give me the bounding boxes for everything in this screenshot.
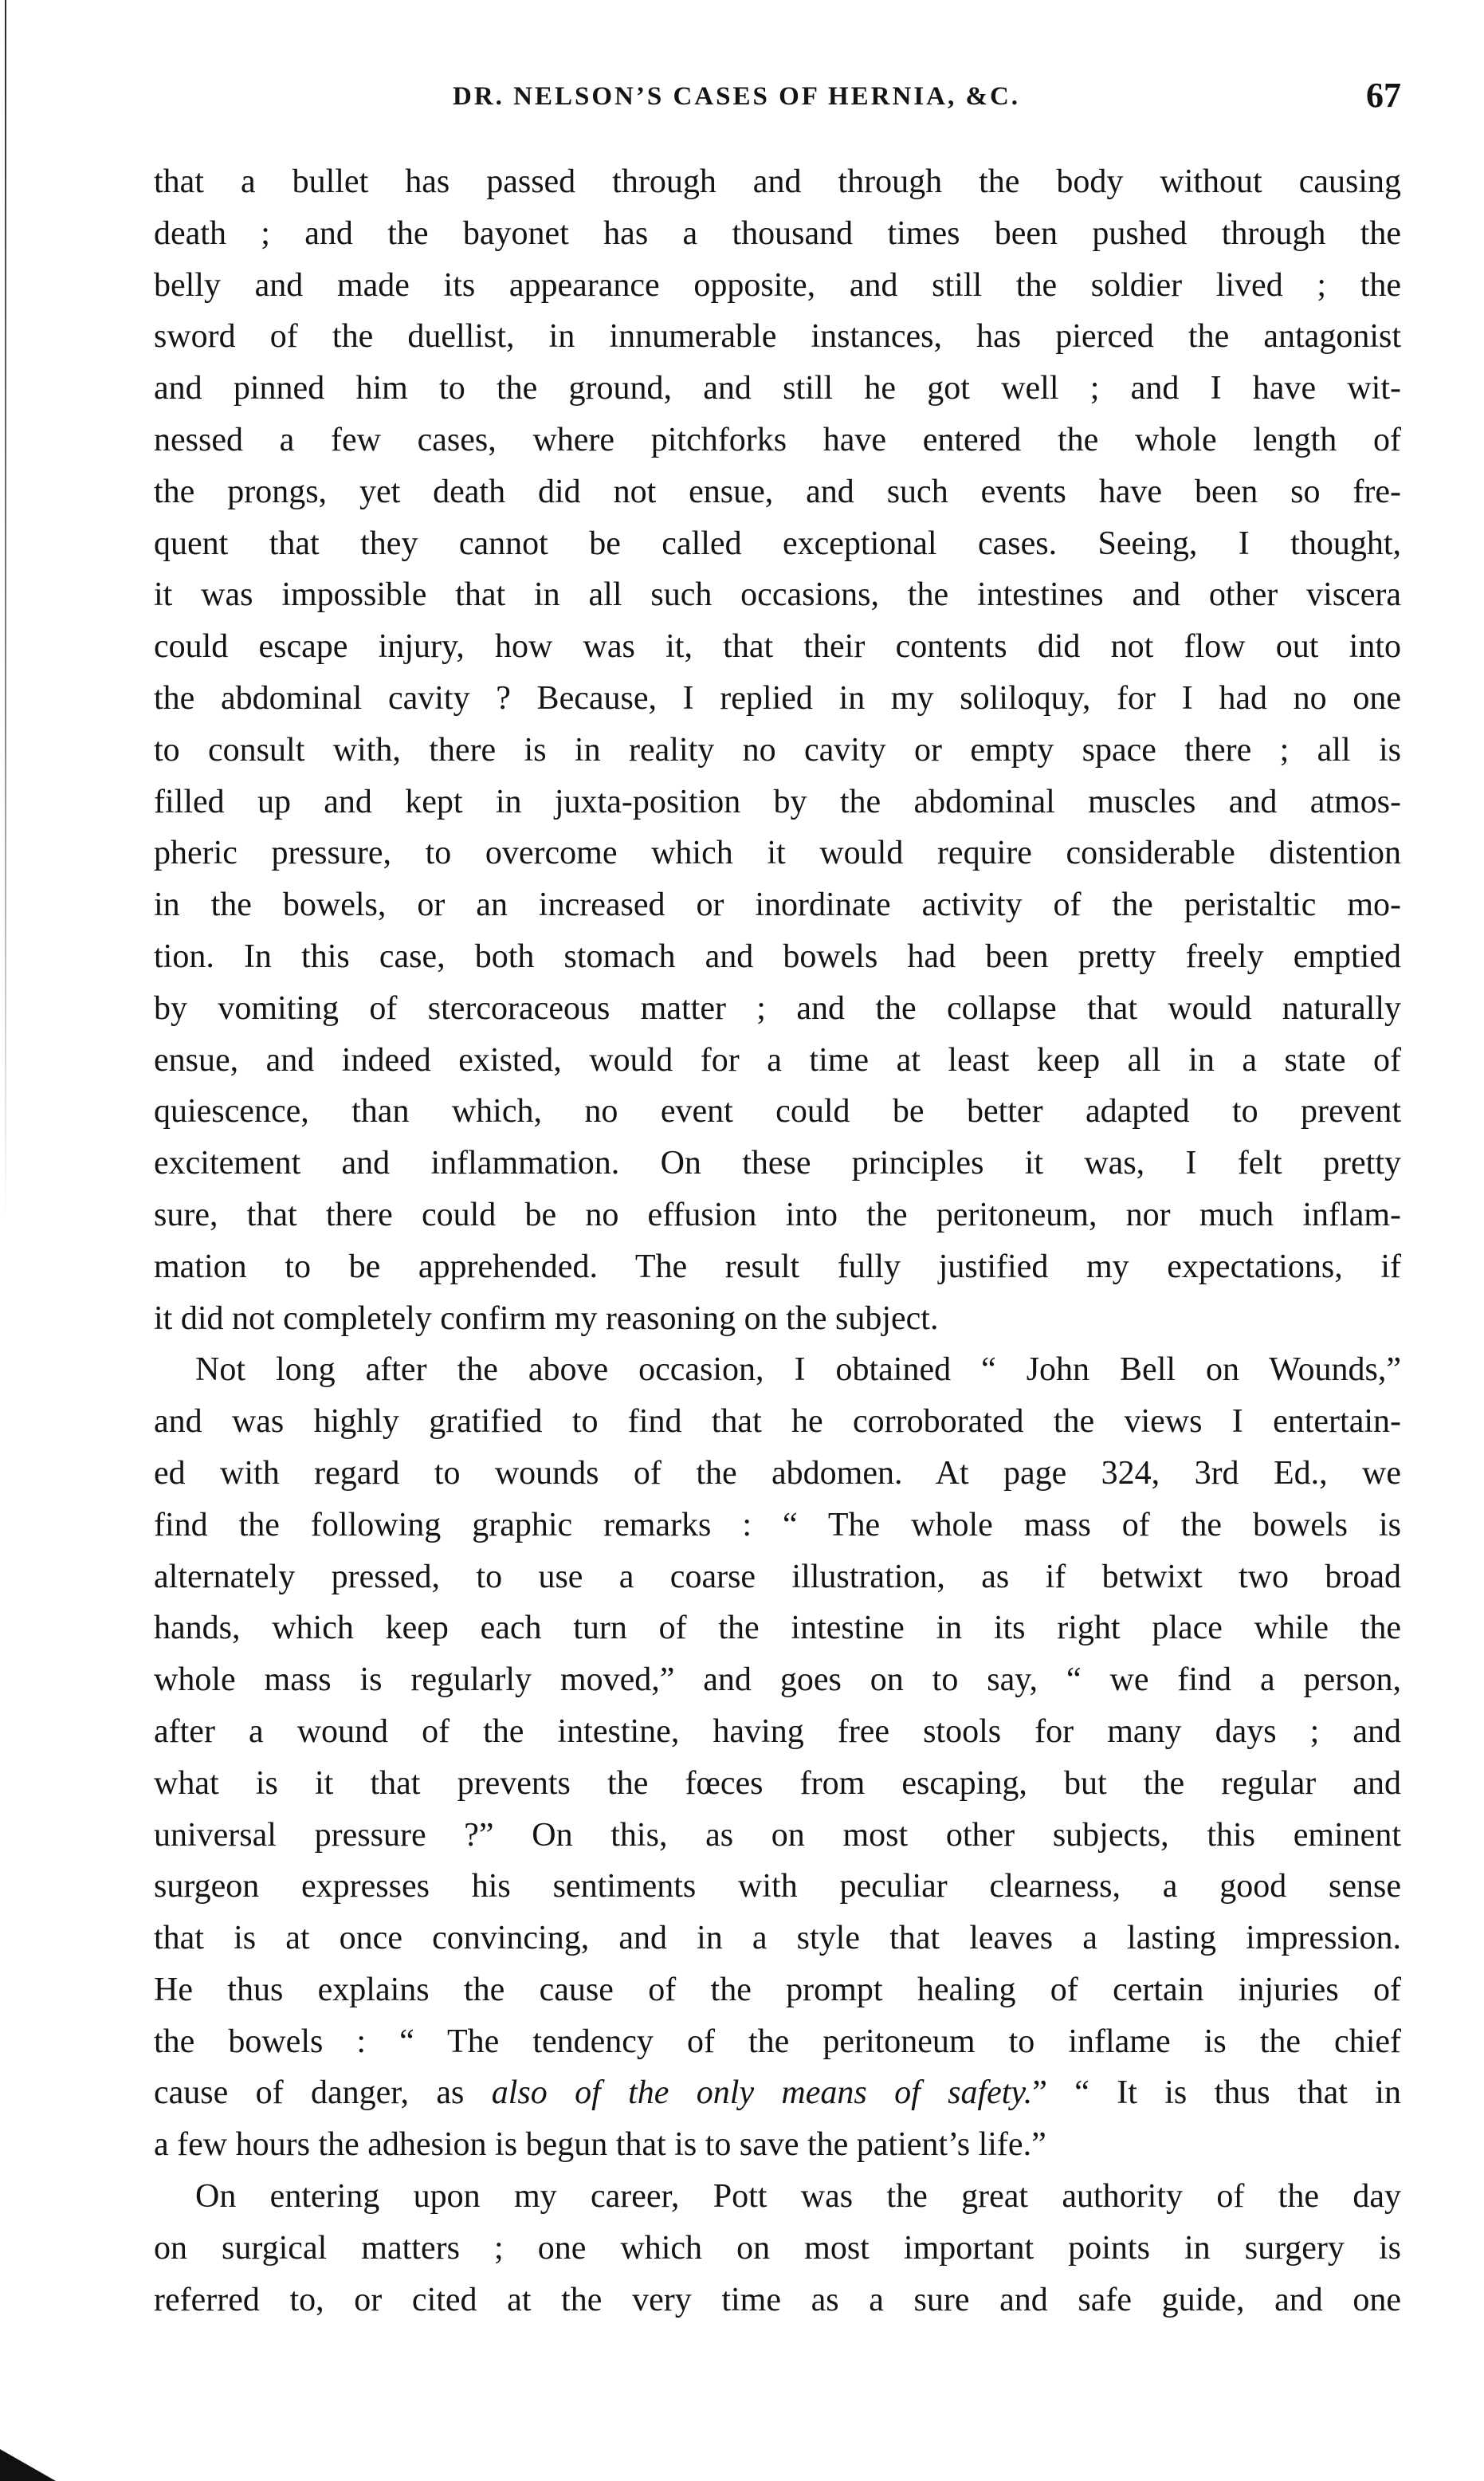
text-line: mation to be apprehended. The result fully justified my expectations, if: [154, 1248, 1401, 1285]
text-line: quent that they cannot be called exceptional cases. Seeing, I thought,: [154, 525, 1401, 562]
italic-phrase: also of the only means of safety.: [491, 2074, 1033, 2112]
text-line: pheric pressure, to overcome which it would require considerable distention: [154, 835, 1401, 872]
paragraph-3: [154, 2171, 1401, 2326]
page-header: [158, 77, 1401, 116]
text-line: and was highly gratified to find that he corroborated the views I entertain-: [154, 1403, 1401, 1441]
corner-shadow: [0, 2449, 56, 2481]
page-edge-shadow: [5, 0, 6, 1220]
running-head: DR. NELSON’S CASES OF HERNIA, &C.: [453, 82, 1021, 111]
text-line: He thus explains the cause of the prompt healing of certain injuries of: [154, 1971, 1401, 2008]
text-line: the bowels : “ The tendency of the peritoneum to inflame is the chief: [154, 2023, 1401, 2060]
paragraph-1: [154, 156, 1401, 1344]
text-line: could escape injury, how was it, that their contents did not flow out into: [154, 628, 1401, 666]
text-line: what is it that prevents the fœces from escaping, but the regular and: [154, 1764, 1401, 1802]
text-line: hands, which keep each turn of the intestine in its right place while the: [154, 1610, 1401, 1647]
paragraph-2: [154, 1344, 1401, 2171]
text-line: nessed a few cases, where pitchforks have entered the whole length of: [154, 421, 1401, 458]
text-line: after a wound of the intestine, having free stools for many days ; and: [154, 1712, 1401, 1750]
text-line: ed with regard to wounds of the abdomen. At page 324, 3rd Ed., we: [154, 1454, 1401, 1492]
text-line: death ; and the bayonet has a thousand times been pushed through the: [154, 214, 1401, 252]
text-line: ensue, and indeed existed, would for a time at least keep all in a state of: [154, 1041, 1401, 1079]
text-line: quiescence, than which, no event could be better adapted to prevent: [154, 1093, 1401, 1130]
text-line: cause of danger, as also of the only means of safety.” “ It is thus that in: [154, 2074, 1401, 2112]
text-line: it did not completely confirm my reasoning on the subject.: [154, 1299, 939, 1337]
text-line: by vomiting of stercoraceous matter ; and the collapse that would naturally: [154, 989, 1401, 1027]
text-line: universal pressure ?” On this, as on most other subjects, this eminent: [154, 1816, 1401, 1854]
text-line: tion. In this case, both stomach and bowels had been pretty freely emptied: [154, 938, 1401, 975]
text-line: On entering upon my career, Pott was the great authority of the day: [195, 2178, 1401, 2216]
text-line: to consult with, there is in reality no cavity or empty space there ; all is: [154, 731, 1401, 769]
text-line: filled up and kept in juxta-position by the abdominal muscles and atmos-: [154, 783, 1401, 820]
text-line: find the following graphic remarks : “ The whole mass of the bowels is: [154, 1506, 1401, 1543]
page-number: 67: [1366, 76, 1401, 115]
text-line: and pinned him to the ground, and still he got well ; and I have wit-: [154, 370, 1401, 407]
text-line: sure, that there could be no effusion into the peritoneum, nor much inflam-: [154, 1196, 1401, 1233]
text-line: alternately pressed, to use a coarse illustration, as if betwixt two broad: [154, 1558, 1401, 1595]
text-line: that a bullet has passed through and through the body without causing: [154, 163, 1401, 200]
text-line: on surgical matters ; one which on most important points in surgery is: [154, 2229, 1401, 2267]
text-line: a few hours the adhesion is begun that is to save the patient’s life.”: [154, 2126, 1046, 2164]
text-line: excitement and inflammation. On these principles it was, I felt pretty: [154, 1145, 1401, 1182]
text-line: the abdominal cavity ? Because, I replied in my soliloquy, for I had no one: [154, 679, 1401, 717]
text-line: surgeon expresses his sentiments with peculiar clearness, a good sense: [154, 1868, 1401, 1905]
text-line: Not long after the above occasion, I obtained “ John Bell on Wounds,”: [195, 1351, 1401, 1389]
text-line: in the bowels, or an increased or inordinate activity of the peristaltic mo-: [154, 887, 1401, 924]
text-line: the prongs, yet death did not ensue, and such events have been so fre-: [154, 473, 1401, 510]
text-line: it was impossible that in all such occasions, the intestines and other viscera: [154, 576, 1401, 614]
body-text: [154, 156, 1401, 2326]
text-line: sword of the duellist, in innumerable instances, has pierced the antagonist: [154, 318, 1401, 356]
text-line: referred to, or cited at the very time as a sure and safe guide, and one: [154, 2281, 1401, 2318]
text-line: that is at once convincing, and in a style that leaves a lasting impression.: [154, 1920, 1401, 1957]
text-line: belly and made its appearance opposite, and still the soldier lived ; the: [154, 266, 1401, 304]
text-line: whole mass is regularly moved,” and goes on to say, “ we find a person,: [154, 1661, 1401, 1699]
